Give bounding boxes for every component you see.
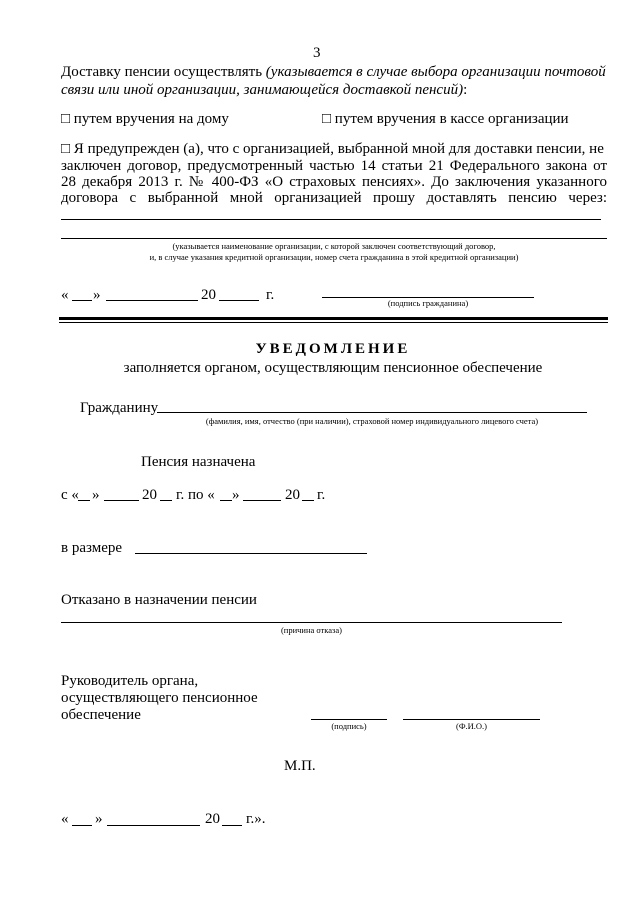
delivery-colon: : bbox=[463, 82, 468, 98]
date2-year-field[interactable] bbox=[222, 825, 242, 826]
period-q1: » bbox=[92, 487, 100, 503]
period-from-day-field[interactable] bbox=[78, 500, 90, 501]
stamp-place: М.П. bbox=[284, 758, 316, 774]
date2-close: » bbox=[95, 811, 103, 827]
date1-g: г. bbox=[266, 287, 275, 303]
delivery-line-1 bbox=[61, 63, 606, 82]
delivery-note-1: (указывается в случае выбора организации почтовой bbox=[265, 64, 606, 80]
org-name-line-2[interactable] bbox=[61, 238, 607, 239]
amount-field[interactable] bbox=[135, 553, 367, 554]
period-from-year-field[interactable] bbox=[160, 500, 172, 501]
notice-subtitle: заполняется органом, осуществляющим пенсионное обеспечение bbox=[123, 360, 543, 376]
date2-open: « bbox=[61, 811, 69, 827]
head-label-2: осуществляющего пенсионное bbox=[61, 690, 258, 706]
org-hint-2: и, в случае указания кредитной организации, номер счета гражданина в этой кредитной организации) bbox=[149, 252, 519, 262]
refusal-reason-hint: (причина отказа) bbox=[280, 625, 343, 635]
separator-thick bbox=[59, 317, 608, 320]
org-name-line-1[interactable] bbox=[61, 219, 601, 220]
date1-open: « bbox=[61, 287, 69, 303]
warning-line-1[interactable]: □ Я предупрежден (а), что с организацией, выбранной мной для доставки пенсии, не bbox=[61, 141, 604, 157]
date2-year-prefix: 20 bbox=[205, 811, 220, 827]
head-signature-field[interactable] bbox=[311, 719, 387, 720]
period-y1: 20 bbox=[142, 487, 157, 503]
head-label-1: Руководитель органа, bbox=[61, 673, 199, 689]
option-home-checkbox[interactable]: □ путем вручения на дому bbox=[61, 111, 229, 127]
notice-title: УВЕДОМЛЕНИЕ bbox=[255, 341, 411, 357]
date1-year-field[interactable] bbox=[219, 300, 259, 301]
date1-month-field[interactable] bbox=[106, 300, 198, 301]
page-number: 3 bbox=[313, 45, 321, 61]
date2-month-field[interactable] bbox=[107, 825, 200, 826]
period-from-month-field[interactable] bbox=[104, 500, 139, 501]
citizen-hint: (фамилия, имя, отчество (при наличии), страховой номер индивидуального лицевого счета) bbox=[205, 416, 539, 426]
refusal-reason-field[interactable] bbox=[61, 622, 562, 623]
period-from: с « bbox=[61, 487, 79, 503]
date2-day-field[interactable] bbox=[72, 825, 92, 826]
citizen-signature-hint: (подпись гражданина) bbox=[387, 298, 469, 308]
period-q2: » bbox=[232, 487, 240, 503]
head-fio-hint: (Ф.И.О.) bbox=[455, 721, 488, 731]
citizen-field[interactable] bbox=[157, 412, 587, 413]
period-to-day-field[interactable] bbox=[220, 500, 232, 501]
option-cash-checkbox[interactable]: □ путем вручения в кассе организации bbox=[322, 111, 569, 127]
delivery-note-2: связи или иной организации, занимающейся доставкой пенсий) bbox=[61, 82, 464, 98]
head-fio-field[interactable] bbox=[403, 719, 540, 720]
amount-label: в размере bbox=[61, 540, 123, 556]
date1-year-prefix: 20 bbox=[201, 287, 216, 303]
warning-line-2: заключен договор, предусмотренный частью 14 статьи 21 Федерального закона от bbox=[61, 158, 607, 174]
delivery-lead: Доставку пенсии осуществлять bbox=[61, 64, 266, 80]
period-to: г. по « bbox=[176, 487, 215, 503]
citizen-label: Гражданину bbox=[80, 400, 159, 416]
date2-g: г.». bbox=[246, 811, 266, 827]
warning-line-4: договора с выбранной мной организацией прошу доставлять пенсию через: bbox=[61, 190, 607, 206]
period-to-month-field[interactable] bbox=[243, 500, 281, 501]
period-to-year-field[interactable] bbox=[302, 500, 314, 501]
delivery-line-2 bbox=[61, 81, 467, 100]
date1-close: » bbox=[93, 287, 101, 303]
period-y2: 20 bbox=[285, 487, 300, 503]
date1-day-field[interactable] bbox=[72, 300, 92, 301]
warning-line-3: 28 декабря 2013 г. № 400-ФЗ «О страховых пенсиях». До заключения указанного bbox=[61, 174, 607, 190]
period-g2: г. bbox=[317, 487, 326, 503]
refused-label: Отказано в назначении пенсии bbox=[61, 592, 257, 608]
pension-assigned-label: Пенсия назначена bbox=[141, 454, 256, 470]
head-signature-hint: (подпись) bbox=[331, 721, 367, 731]
org-hint-1: (указывается наименование организации, с которой заключен соответствующий договор, bbox=[172, 241, 496, 251]
head-label-3: обеспечение bbox=[61, 707, 141, 723]
separator-thin bbox=[59, 322, 608, 323]
